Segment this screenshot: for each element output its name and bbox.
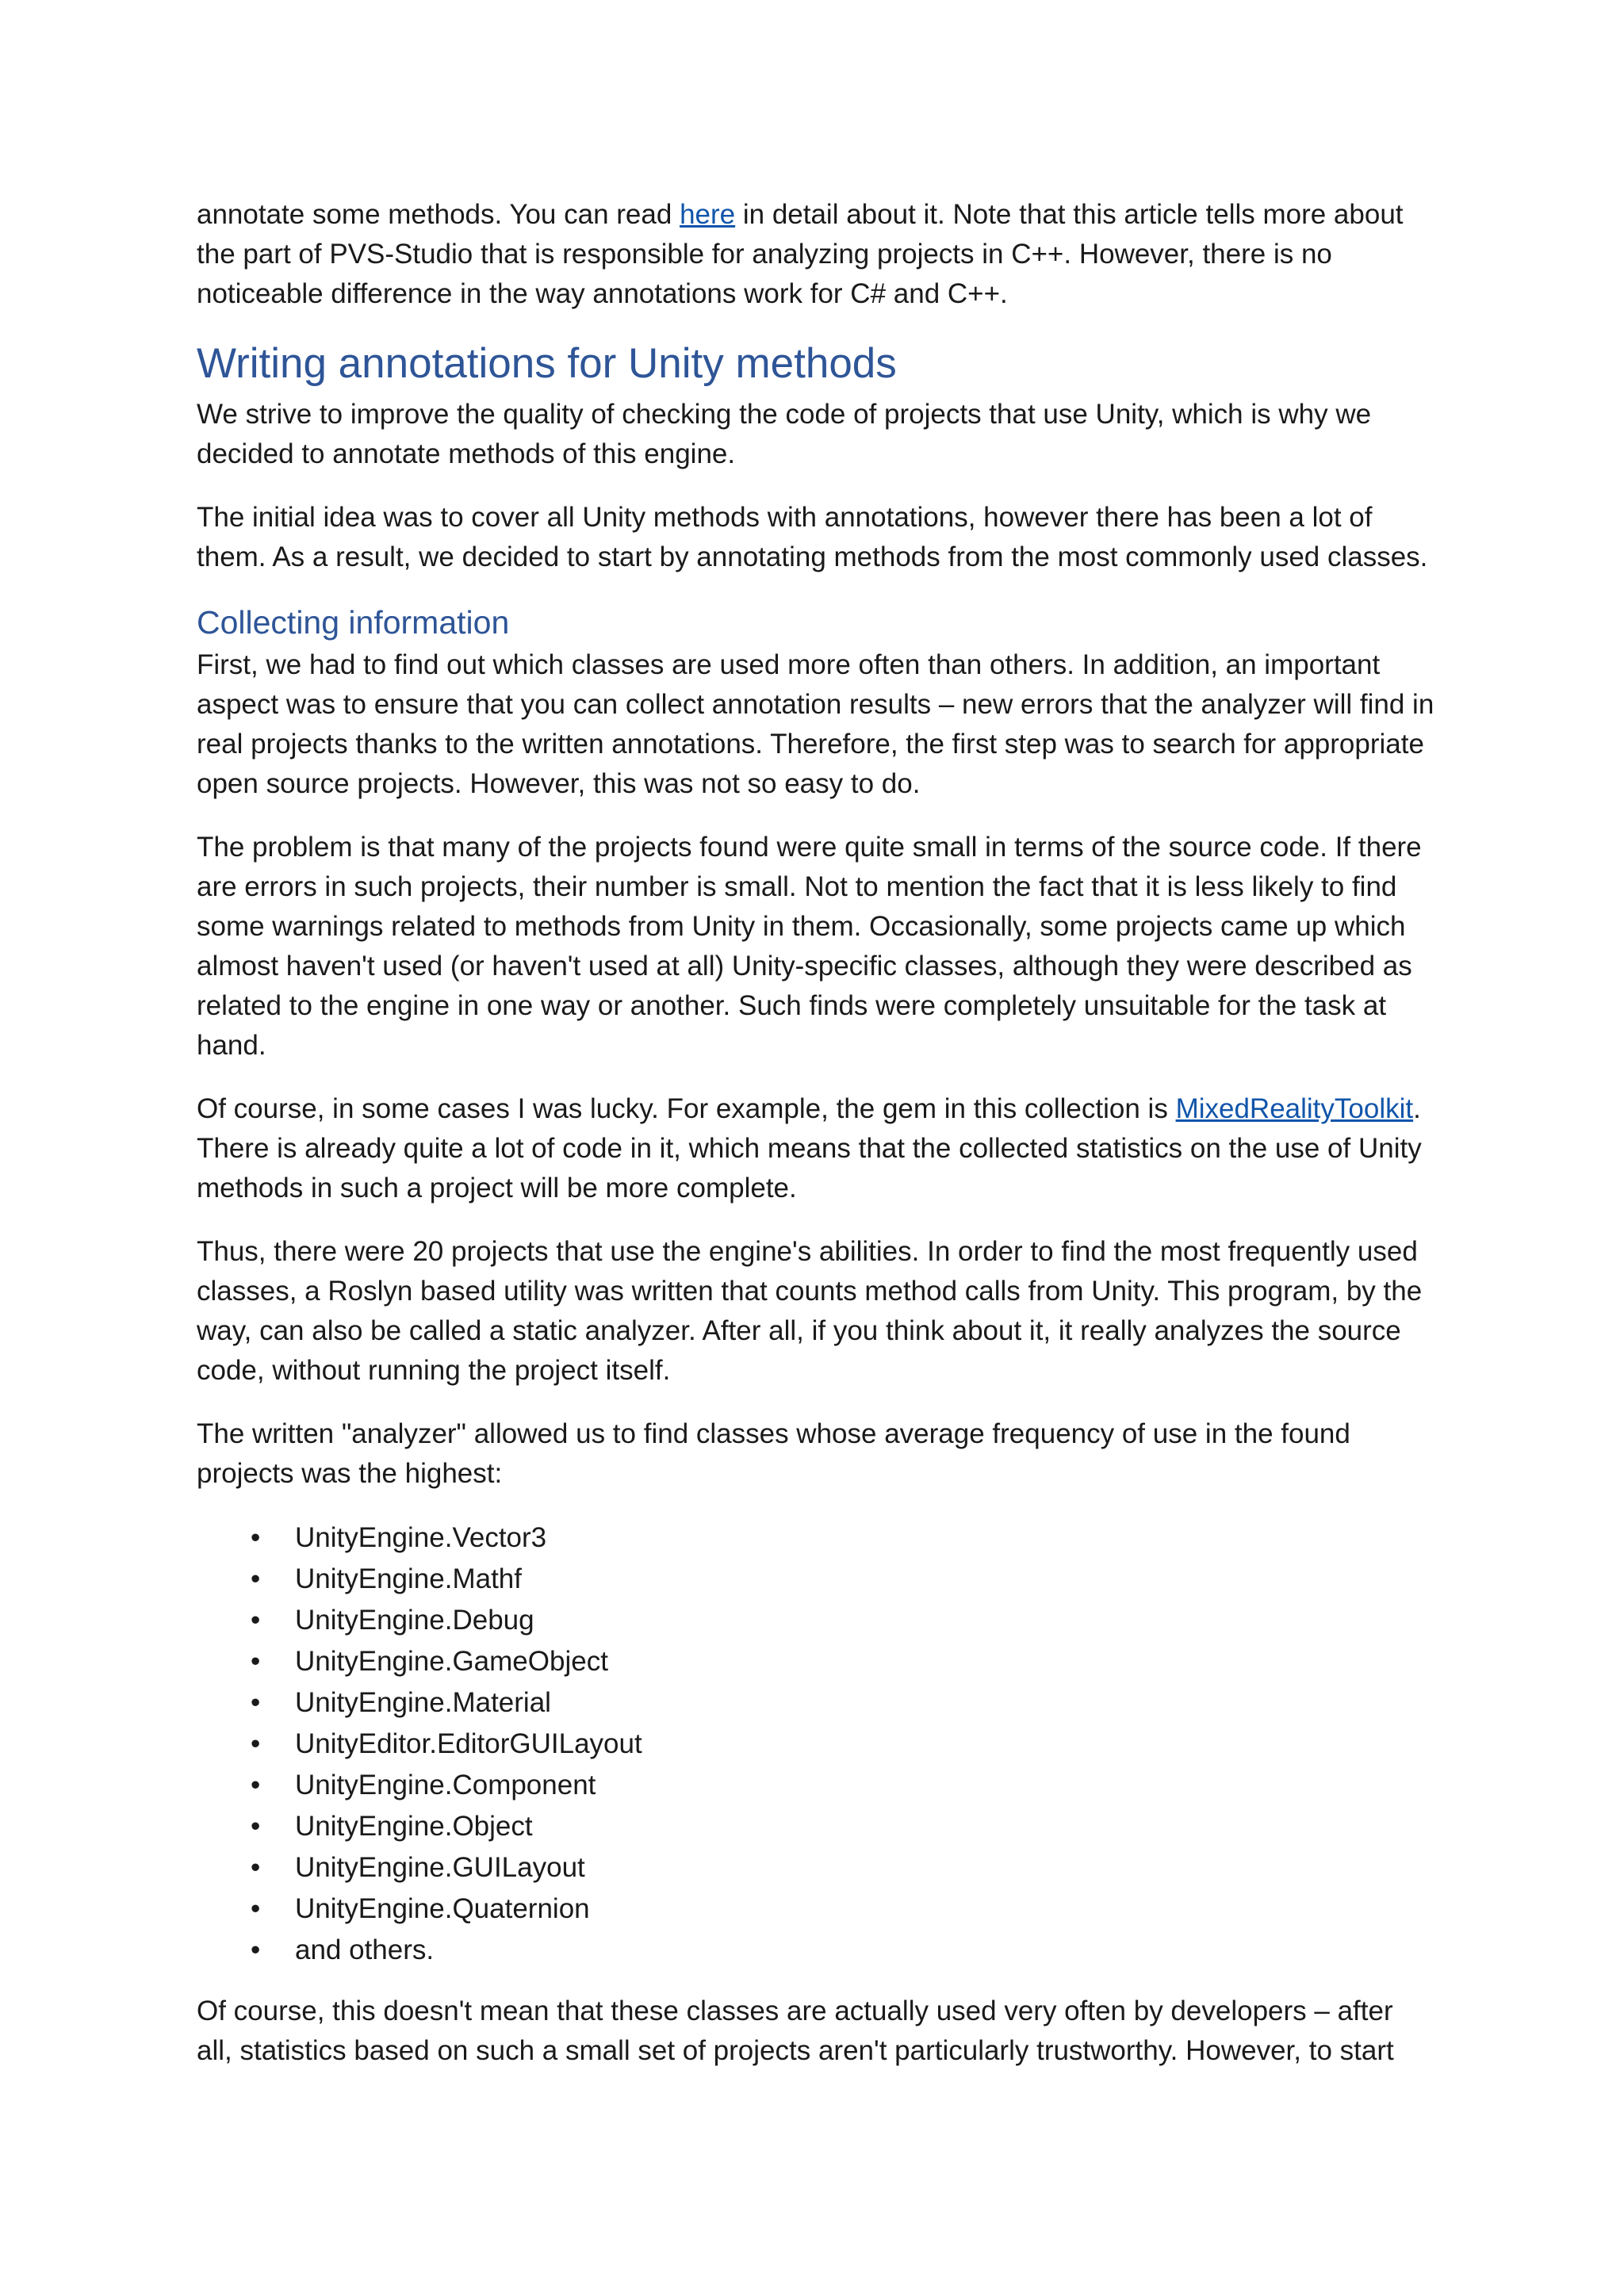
list-item: • UnityEngine.Vector3	[295, 1517, 1435, 1559]
subsection-paragraph-2: The problem is that many of the projects found were quite small in terms of the source code. If there are errors in such projects, their number is small. Not to mention the fact that it is less likely to find some warnings related to methods from Unity in them. Occasionally, some projects came up which almost haven't used (or haven't used at all) Unity-specific classes, although they were described as related to the engine in one way or another. Such finds were completely unsuitable for the task at hand.	[197, 832, 1422, 1061]
section-paragraph-2: The initial idea was to cover all Unity methods with annotations, however there has been a lot of them. As a result, we decided to start by annotating methods from the most commonly used classes.	[197, 502, 1428, 572]
p3-text-1: Of course, in some cases I was lucky. For example, the gem in this collection is	[197, 1093, 1176, 1124]
bullet-icon: •	[251, 1852, 261, 1883]
subsection-paragraph-3	[197, 1089, 1435, 1208]
document-page	[197, 195, 1435, 2095]
list-item: • UnityEngine.Quaternion	[295, 1888, 1435, 1930]
bullet-icon: •	[251, 1934, 261, 1965]
subsection-paragraph-5: The written "analyzer" allowed us to find classes whose average frequency of use in the found projects was the highest:	[197, 1418, 1350, 1489]
section-heading: Writing annotations for Unity methods	[197, 340, 897, 387]
bullet-icon: •	[251, 1522, 261, 1553]
list-item: • UnityEngine.Object	[295, 1806, 1435, 1847]
list-item: • UnityEngine.Material	[295, 1682, 1435, 1724]
bullet-icon: •	[251, 1605, 261, 1636]
list-item: • and others.	[295, 1930, 1435, 1971]
bullet-icon: •	[251, 1770, 261, 1800]
bullet-icon: •	[251, 1687, 261, 1718]
subsection-paragraph-4: Thus, there were 20 projects that use the engine's abilities. In order to find the most frequently used classes, a Roslyn based utility was written that counts method calls from Unity. This program, by the way, can also be called a static analyzer. After all, if you think about it, it really analyzes the source code, without running the project itself.	[197, 1236, 1423, 1386]
class-list	[197, 1517, 1435, 1971]
list-item: • UnityEngine.Component	[295, 1765, 1435, 1806]
mixedrealitytoolkit-link[interactable]: MixedRealityToolkit	[1175, 1093, 1414, 1124]
bullet-icon: •	[251, 1728, 261, 1759]
bullet-icon: •	[251, 1563, 261, 1594]
list-item: • UnityEngine.Mathf	[295, 1559, 1435, 1600]
subsection-heading: Collecting information	[197, 604, 510, 641]
bullet-icon: •	[251, 1811, 261, 1842]
intro-paragraph	[197, 195, 1435, 314]
list-item: • UnityEngine.GameObject	[295, 1641, 1435, 1682]
bullet-icon: •	[251, 1893, 261, 1924]
p3-text-2: . There is already quite a lot of code in it, which means that the collected statistics on the use of Unity methods in such a project will be more complete.	[197, 1093, 1422, 1203]
list-item: • UnityEngine.GUILayout	[295, 1847, 1435, 1888]
bullet-icon: •	[251, 1646, 261, 1677]
intro-text-2: in detail about it. Note that this article tells more about the part of PVS-Studio that is responsible for analyzing projects in C++. However, there is no noticeable difference in the way annotations work for C# and C++.	[197, 199, 1404, 309]
here-link[interactable]: here	[680, 199, 736, 230]
intro-text-1: annotate some methods. You can read	[197, 199, 680, 230]
subsection-paragraph-1: First, we had to find out which classes are used more often than others. In addition, an important aspect was to ensure that you can collect annotation results – new errors that the analyzer will find in real projects thanks to the written annotations. Therefore, the first step was to search for appropriate open source projects. However, this was not so easy to do.	[197, 649, 1434, 799]
section-paragraph-1: We strive to improve the quality of checking the code of projects that use Unity, which is why we decided to annotate methods of this engine.	[197, 399, 1372, 469]
subsection-paragraph-6: Of course, this doesn't mean that these classes are actually used very often by developers – after all, statistics based on such a small set of projects aren't particularly trustworthy. However, to start	[197, 1996, 1394, 2066]
list-item: • UnityEditor.EditorGUILayout	[295, 1724, 1435, 1765]
list-item: • UnityEngine.Debug	[295, 1600, 1435, 1641]
